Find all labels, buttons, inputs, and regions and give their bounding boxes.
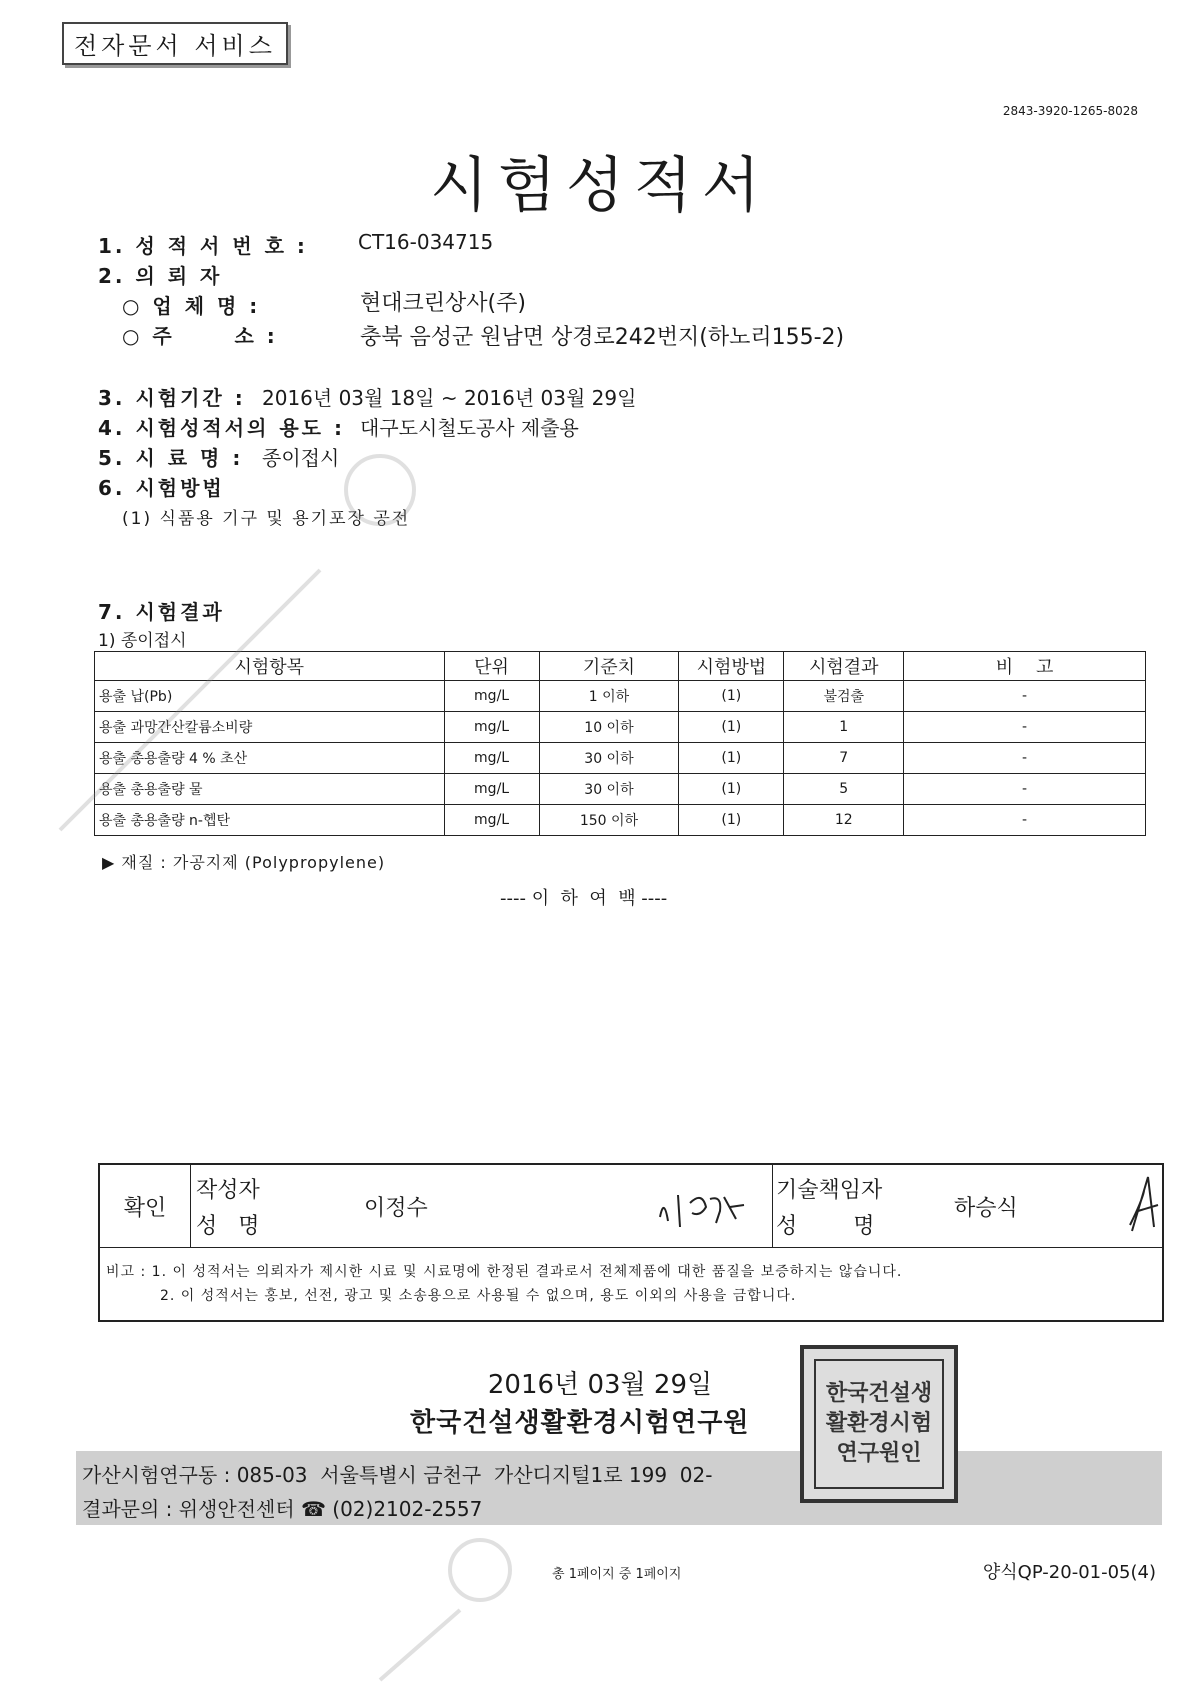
signature-header	[100, 1165, 1162, 1248]
client-label: 2. 의 뢰 자	[98, 264, 223, 288]
writer-name: 이정수	[364, 1196, 428, 1221]
col-header: 비 고	[904, 652, 1146, 681]
method-label: 6. 시험방법	[98, 476, 225, 500]
result-sub-label: 1) 종이접시	[98, 631, 187, 651]
col-header: 시험방법	[679, 652, 784, 681]
table-cell: 150 이하	[539, 805, 679, 836]
table-cell: 30 이하	[539, 743, 679, 774]
tech-name: 하승식	[954, 1196, 1018, 1221]
writer-signature	[650, 1177, 760, 1237]
table-cell: (1)	[679, 743, 784, 774]
col-header: 시험결과	[784, 652, 904, 681]
tech-name-label: 성 명	[776, 1214, 875, 1239]
page-indicator: 총 1페이지 중 1페이지	[552, 1567, 682, 1582]
table-cell: 용출 납(Pb)	[95, 681, 445, 712]
table-cell: 10 이하	[539, 712, 679, 743]
table-cell: mg/L	[444, 774, 539, 805]
col-header: 시험항목	[95, 652, 445, 681]
table-cell: 용출 총용출량 물	[95, 774, 445, 805]
table-cell: 용출 과망간산칼륨소비량	[95, 712, 445, 743]
table-cell: 불검출	[784, 681, 904, 712]
tech-cell	[772, 1165, 1162, 1247]
table-cell: (1)	[679, 774, 784, 805]
tech-label: 기술책임자	[776, 1178, 883, 1203]
form-number: 양식QP-20-01-05(4)	[982, 1562, 1156, 1583]
page-title: 시험성적서	[430, 151, 770, 221]
table-cell: mg/L	[444, 743, 539, 774]
company-value: 현대크린상사(주)	[360, 291, 526, 316]
table-cell: (1)	[679, 712, 784, 743]
table-cell: 용출 총용출량 4 % 초산	[95, 743, 445, 774]
period-label: 3. 시험기간 :	[98, 386, 246, 410]
watermark-graphic	[20, 430, 460, 870]
table-cell: (1)	[679, 805, 784, 836]
confirm-label: 확인	[100, 1165, 191, 1247]
table-cell: -	[904, 805, 1146, 836]
period-value: 2016년 03월 18일 ~ 2016년 03월 29일	[262, 386, 637, 410]
table-cell: -	[904, 743, 1146, 774]
col-header: 기준치	[539, 652, 679, 681]
company-label: ○ 업 체 명 :	[122, 294, 261, 318]
table-cell: 1	[784, 712, 904, 743]
table-cell: mg/L	[444, 712, 539, 743]
table-cell: 용출 총용출량 n-헵탄	[95, 805, 445, 836]
material-note: ▶ 재질 : 가공지제 (Polypropylene)	[102, 853, 386, 872]
footer-address: 가산시험연구동 : 085-03 서울특별시 금천구 가산디지털1로 199 02-	[82, 1463, 713, 1487]
table-cell: -	[904, 712, 1146, 743]
issue-date: 2016년 03월 29일	[487, 1370, 713, 1400]
official-seal	[800, 1345, 958, 1503]
table-cell: 30 이하	[539, 774, 679, 805]
issue-org: 한국건설생활환경시험연구원	[410, 1408, 750, 1438]
address-label: ○ 주 소 :	[122, 324, 278, 348]
table-cell: -	[904, 681, 1146, 712]
document-number: 2843-3920-1265-8028	[1002, 104, 1138, 118]
sample-label: 5. 시 료 명 :	[98, 446, 244, 470]
writer-name-label: 성 명	[196, 1214, 260, 1239]
writer-cell	[190, 1165, 773, 1247]
seal-text: 한국건설생활환경시험연구원인	[814, 1359, 944, 1489]
tech-signature	[1124, 1171, 1164, 1241]
table-cell: (1)	[679, 681, 784, 712]
purpose-label: 4. 시험성적서의 용도 :	[98, 416, 345, 440]
sample-value: 종이접시	[262, 446, 340, 470]
signature-box	[98, 1163, 1164, 1322]
result-label: 7. 시험결과	[98, 600, 225, 624]
method-value: (1) 식품용 기구 및 용기포장 공전	[122, 509, 411, 529]
table-cell: 1 이하	[539, 681, 679, 712]
remark-line-2: 2. 이 성적서는 홍보, 선전, 광고 및 소송용으로 사용될 수 없으며, 용도 이외의 사용을 금합니다.	[160, 1288, 797, 1304]
blank-note: ---- 이 하 여 백 ----	[500, 888, 668, 909]
table-cell: 7	[784, 743, 904, 774]
report-no-value: CT16-034715	[358, 230, 494, 254]
report-no-label: 1. 성 적 서 번 호 :	[98, 234, 308, 258]
footer-contact: 결과문의 : 위생안전센터 ☎ (02)2102-2557	[82, 1497, 483, 1521]
table-cell: 5	[784, 774, 904, 805]
col-header: 단위	[444, 652, 539, 681]
service-tag: 전자문서 서비스	[62, 22, 288, 65]
table-cell: 12	[784, 805, 904, 836]
footer-band	[76, 1451, 1162, 1525]
purpose-value: 대구도시철도공사 제출용	[360, 416, 579, 440]
writer-label: 작성자	[196, 1178, 260, 1203]
remark-line-1: 비고 : 1. 이 성적서는 의뢰자가 제시한 시료 및 시료명에 한정된 결과로서 전체제품에 대한 품질을 보증하지는 않습니다.	[106, 1264, 903, 1280]
report-no-row	[98, 230, 494, 259]
table-cell: mg/L	[444, 805, 539, 836]
watermark-graphic-bottom	[360, 1510, 560, 1690]
table-cell: mg/L	[444, 681, 539, 712]
table-cell: -	[904, 774, 1146, 805]
address-value: 충북 음성군 원남면 상경로242번지(하노리155-2)	[360, 325, 845, 350]
